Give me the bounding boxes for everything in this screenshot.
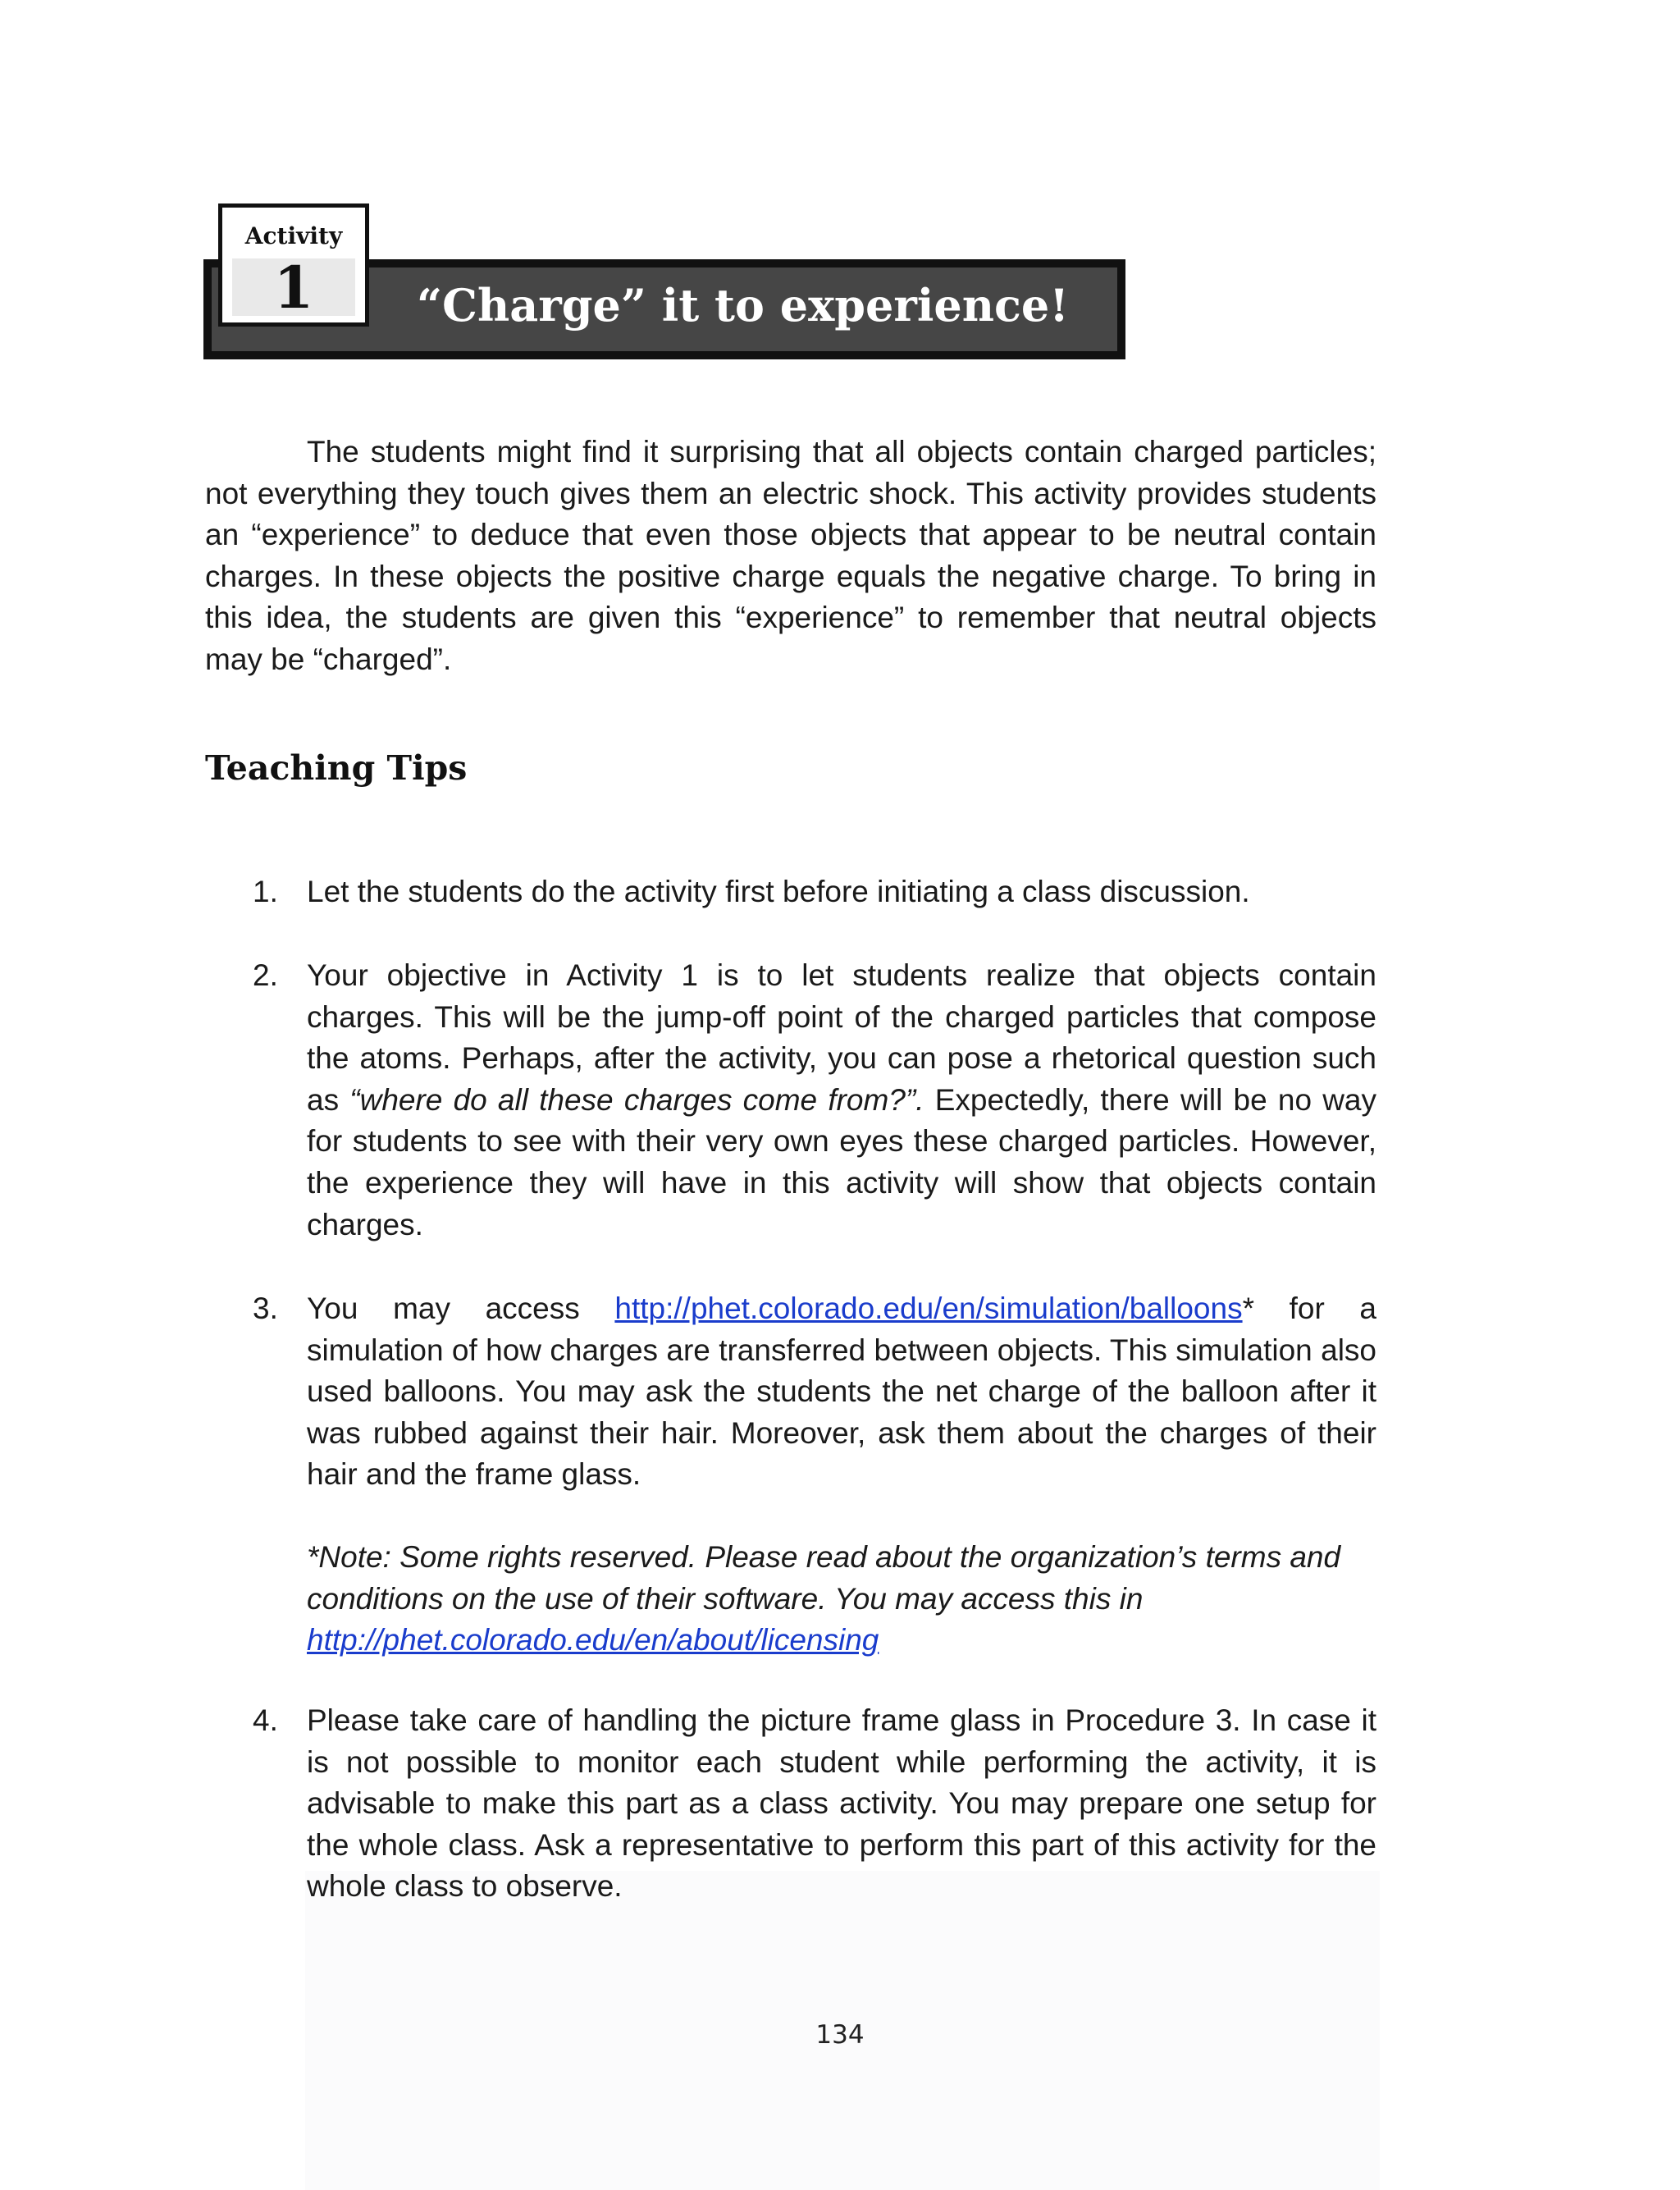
tip-item-2 bbox=[205, 955, 1376, 1246]
tip-number: 2. bbox=[253, 958, 278, 992]
activity-label: Activity bbox=[244, 222, 343, 249]
tip-text-end: * for a simulation of how charges are transferred between objects. This simulation also used balloons. You may ask the students the net charge of the balloon after it was rubbed against their hair. Moreover, ask them about the charges of their hair and the frame glass. bbox=[307, 1292, 1376, 1492]
tip-text: Please take care of handling the picture frame glass in Procedure 3. In case it is not possible to monitor each student while performing the activity, it is advisable to make this part as a class activity. You may prepare one setup for the whole class. Ask a representative to perform this part of this activity for the whole class to observe. bbox=[307, 1703, 1376, 1904]
licensing-note bbox=[307, 1537, 1376, 1662]
tip-number: 4. bbox=[253, 1703, 278, 1737]
tip-text-start: Your objective in Activity 1 is to let students realize that objects contain charges. This will be the jump-off point of the charged particles that compose the atoms. Perhaps, after the activity, you can pose a rhetorical question such as bbox=[307, 958, 1376, 1117]
page-number: 134 bbox=[815, 2020, 865, 2050]
activity-number: 1 bbox=[232, 258, 355, 316]
phet-simulation-link[interactable]: http://phet.colorado.edu/en/simulation/balloons bbox=[614, 1292, 1243, 1325]
tip-text bbox=[307, 955, 1376, 1246]
intro-text: The students might find it surprising that all objects contain charged particles; not everything they touch gives them an electric shock. This activity provides students an “experience” to deduce that even those objects that appear to be neutral contain charges. In these objects the positive charge equals the negative charge. To bring in this idea, the students are given this “experience” to remember that neutral objects may be “charged”. bbox=[205, 435, 1376, 676]
tip-item-4 bbox=[205, 1700, 1376, 1908]
tip-item-3 bbox=[205, 1288, 1376, 1662]
activity-badge bbox=[218, 203, 369, 327]
licensing-link[interactable]: http://phet.colorado.edu/en/about/licensing bbox=[307, 1623, 879, 1657]
tip-text bbox=[307, 1288, 1376, 1496]
tip-item-1 bbox=[205, 871, 1376, 913]
section-heading: Teaching Tips bbox=[205, 748, 468, 788]
intro-paragraph bbox=[205, 432, 1376, 681]
tip-number: 1. bbox=[253, 875, 278, 908]
tip-number: 3. bbox=[253, 1292, 278, 1325]
tip-text-end: Expectedly, there will be no way for students to see with their very own eyes these charged particles. However, the experience they will have in this activity will show that objects contain charges. bbox=[307, 1082, 1377, 1241]
note-text: *Note: Some rights reserved. Please read about the organization’s terms and conditions on the use of their software. You may access this in bbox=[307, 1539, 1341, 1616]
tip-text-start: You may access bbox=[307, 1292, 615, 1325]
tip-text: Let the students do the activity first before initiating a class discussion. bbox=[307, 875, 1250, 908]
page-title: “Charge” it to experience! bbox=[417, 279, 1069, 331]
rhetorical-question: “where do all these charges come from?”. bbox=[349, 1082, 924, 1117]
